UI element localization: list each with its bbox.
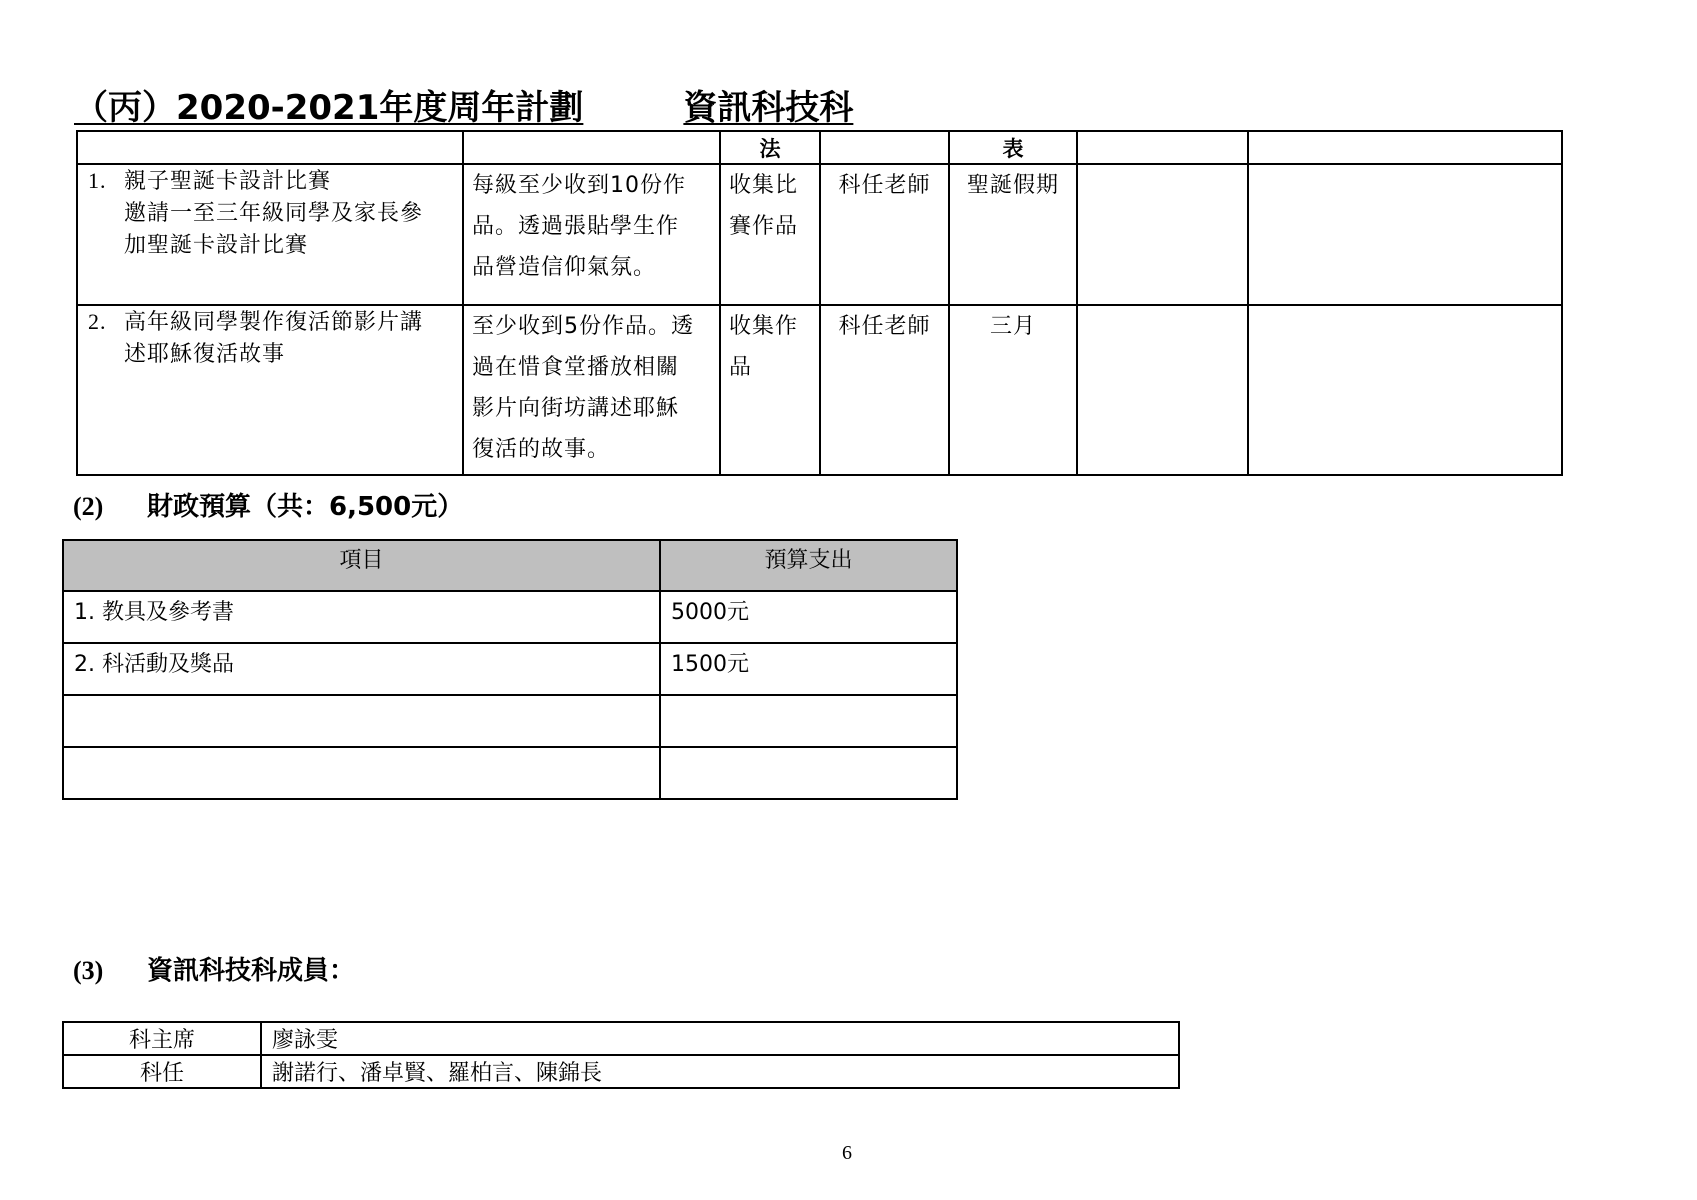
table-row <box>63 747 957 799</box>
criteria-line: 影片向街坊講述耶穌 <box>472 396 680 421</box>
criteria-line: 過在惜食堂播放相關 <box>472 355 680 380</box>
task-cell <box>77 305 463 475</box>
table-row <box>77 305 1562 475</box>
item-cell <box>63 695 660 747</box>
resources-cell <box>1077 305 1248 475</box>
criteria-line: 至少收到5份作品。透 <box>472 314 694 339</box>
table-header-row <box>63 540 957 591</box>
section-title: 財政預算（共：6,500元） <box>147 492 464 522</box>
subject-title: 資訊科技科 <box>683 88 854 128</box>
members-heading <box>73 950 355 987</box>
method-cell <box>720 164 820 305</box>
table-row <box>63 695 957 747</box>
criteria-line: 每級至少收到10份作 <box>472 173 686 198</box>
person-cell: 科任老師 <box>820 305 949 475</box>
role-cell: 科任 <box>63 1055 261 1088</box>
item-cell <box>63 747 660 799</box>
amount-cell <box>660 747 957 799</box>
budget-heading <box>73 486 463 523</box>
amount-cell <box>660 695 957 747</box>
method-line: 品 <box>729 355 753 380</box>
role-cell: 科主席 <box>63 1022 261 1055</box>
task-line: 邀請一至三年級同學及家長參 <box>124 201 424 226</box>
person-cell: 科任老師 <box>820 164 949 305</box>
header-cell <box>77 131 463 164</box>
member-names-cell: 謝諾行、潘卓賢、羅柏言、陳錦長 <box>261 1055 1179 1088</box>
header-cell: 預算支出 <box>660 540 957 591</box>
time-cell: 三月 <box>949 305 1077 475</box>
task-line: 述耶穌復活故事 <box>124 342 286 367</box>
section-number: (2) <box>73 492 104 521</box>
method-cell <box>720 305 820 475</box>
header-cell: 項目 <box>63 540 660 591</box>
page-number: 6 <box>842 1142 852 1164</box>
notes-cell <box>1248 164 1562 305</box>
criteria-line: 品營造信仰氣氛。 <box>472 255 657 280</box>
amount-cell: 5000元 <box>660 591 957 643</box>
header-cell: 法 <box>720 131 820 164</box>
criteria-cell <box>463 164 720 305</box>
table-row <box>77 164 1562 305</box>
table-row <box>63 643 957 695</box>
task-line: 親子聖誕卡設計比賽 <box>124 169 332 194</box>
header-cell <box>1077 131 1248 164</box>
resources-cell <box>1077 164 1248 305</box>
plan-title: （丙）2020-2021年度周年計劃 <box>74 88 584 128</box>
table-header-row <box>77 131 1562 164</box>
section-number: (3) <box>73 956 104 985</box>
notes-cell <box>1248 305 1562 475</box>
amount-cell: 1500元 <box>660 643 957 695</box>
task-line: 高年級同學製作復活節影片講 <box>124 310 424 335</box>
criteria-line: 品。透過張貼學生作 <box>472 214 680 239</box>
header-cell <box>1248 131 1562 164</box>
method-line: 收集比 <box>729 173 799 198</box>
method-line: 賽作品 <box>729 214 799 239</box>
header-cell <box>820 131 949 164</box>
budget-table <box>62 539 958 800</box>
header-cell <box>463 131 720 164</box>
method-line: 收集作 <box>729 314 799 339</box>
criteria-line: 復活的故事。 <box>472 437 611 462</box>
table-row <box>63 591 957 643</box>
task-number: 1. <box>88 168 107 193</box>
time-cell: 聖誕假期 <box>949 164 1077 305</box>
task-number: 2. <box>88 309 107 334</box>
member-names-cell: 廖詠雯 <box>261 1022 1179 1055</box>
table-row <box>63 1055 1179 1088</box>
criteria-cell <box>463 305 720 475</box>
item-cell: 1. 教具及參考書 <box>63 591 660 643</box>
task-line: 加聖誕卡設計比賽 <box>124 233 309 258</box>
item-cell: 2. 科活動及獎品 <box>63 643 660 695</box>
annual-plan-table <box>76 130 1563 476</box>
task-cell <box>77 164 463 305</box>
header-cell: 表 <box>949 131 1077 164</box>
section-title: 資訊科技科成員： <box>147 956 356 986</box>
members-table <box>62 1021 1180 1089</box>
plan-heading <box>74 80 853 129</box>
table-row <box>63 1022 1179 1055</box>
